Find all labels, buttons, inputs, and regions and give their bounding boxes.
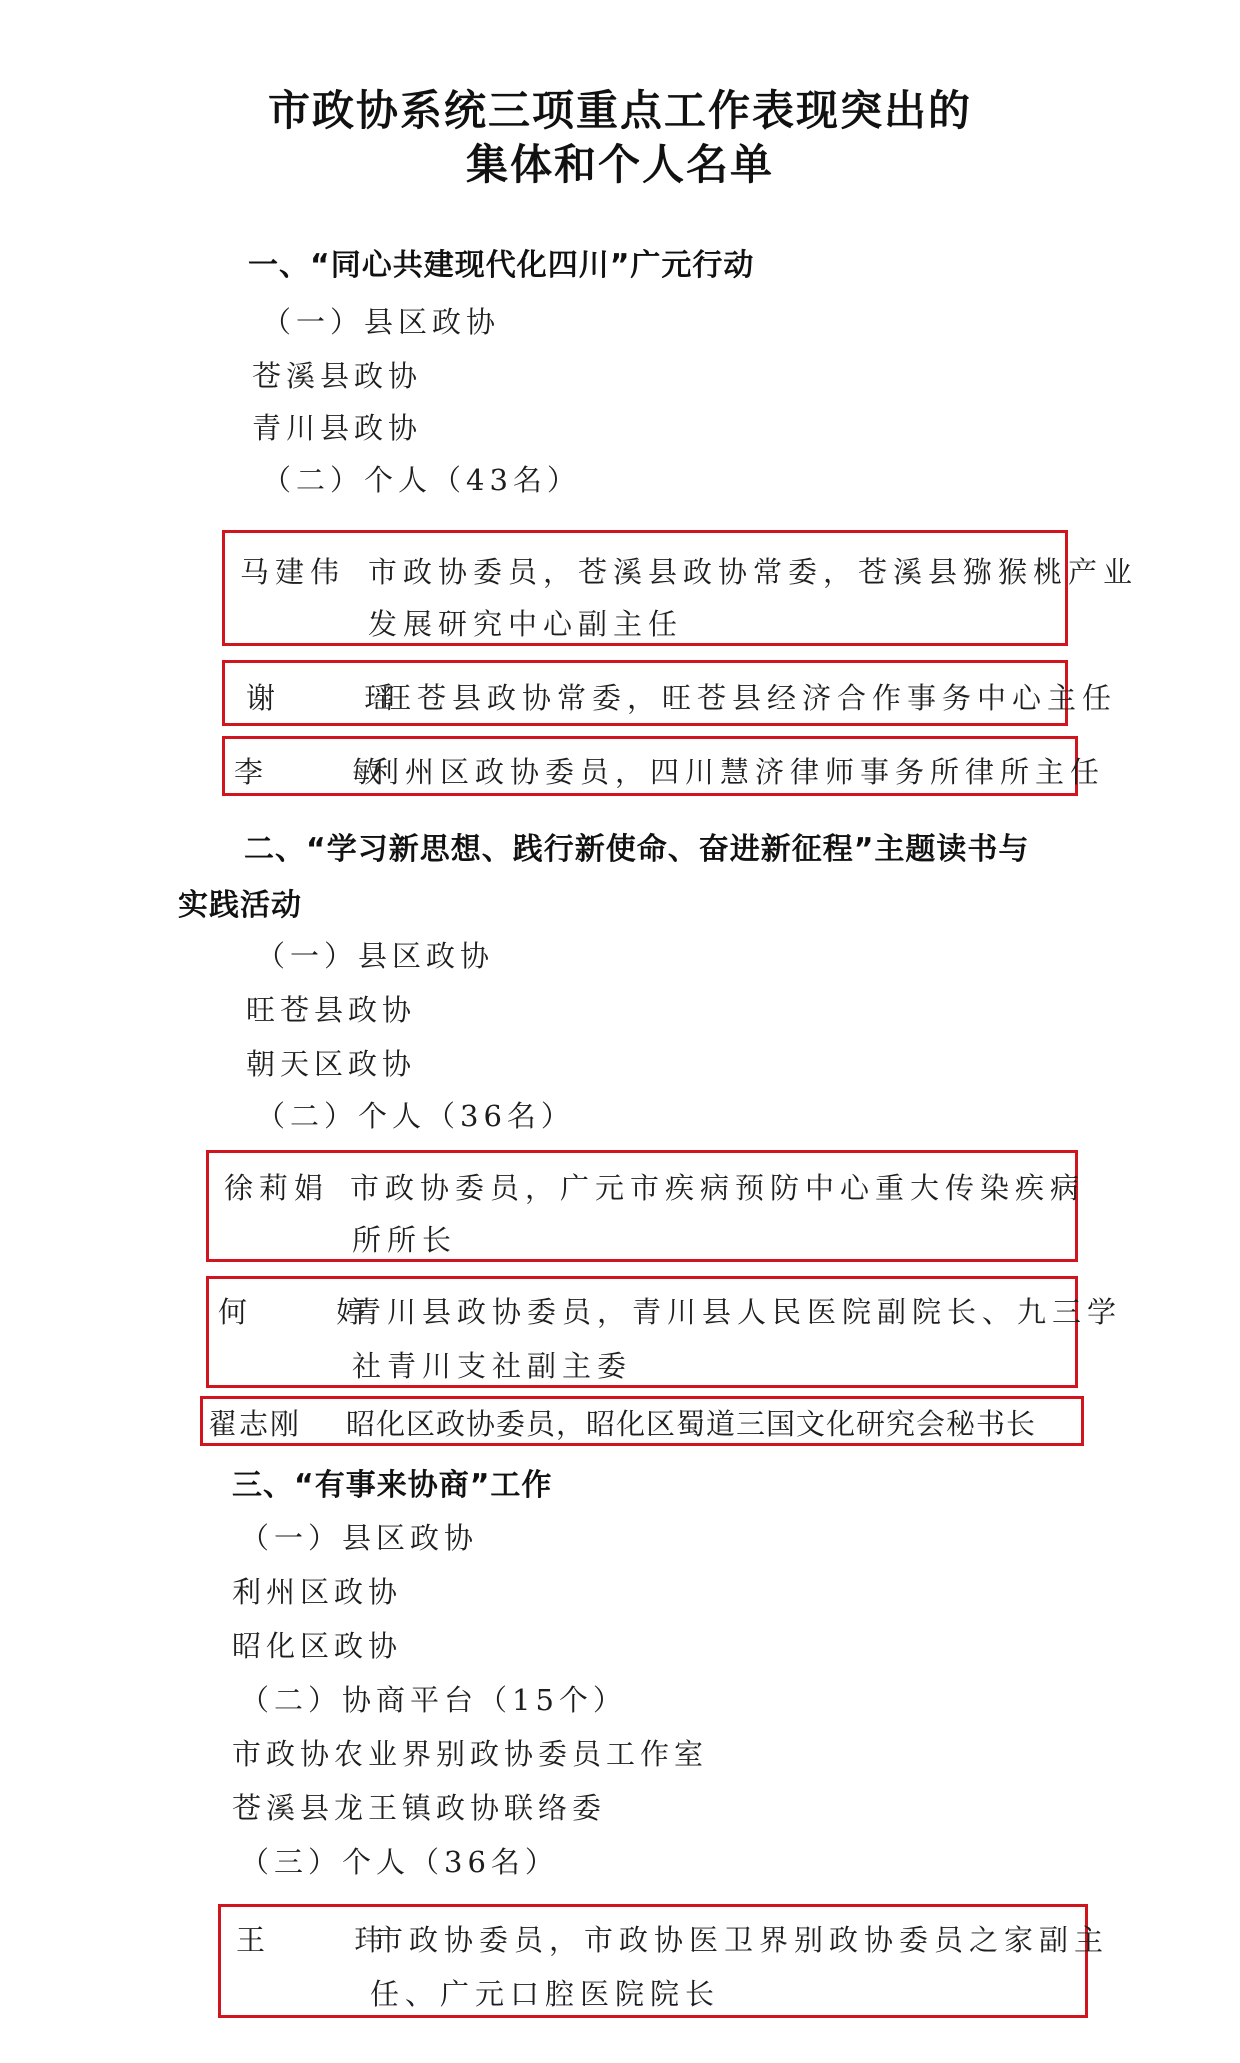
document-title-line1: 市政协系统三项重点工作表现突出的 (267, 86, 972, 135)
section3-subheading-individuals: （三）个人（36名） (240, 1845, 559, 1879)
section1-subheading-county: （一）县区政协 (262, 305, 501, 339)
section2-subheading-county: （一）县区政协 (256, 939, 495, 973)
person-name: 何 婷 (218, 1295, 406, 1329)
person-name: 马建伟 (240, 555, 346, 589)
section2-org-item: 朝天区政协 (246, 1047, 417, 1081)
person-name: 翟志刚 (208, 1407, 302, 1441)
person-description: 利州区政协委员，四川慧济律师事务所律所主任 (370, 755, 1106, 789)
section2-heading-cont: 实践活动 (178, 888, 302, 923)
section1-subheading-individuals: （二）个人（43名） (262, 463, 581, 497)
section1-heading: 一、“同心共建现代化四川”广元行动 (248, 248, 755, 283)
section1-org-item: 苍溪县政协 (252, 359, 423, 393)
person-description-cont: 社青川支社副主委 (352, 1349, 633, 1383)
person-description: 旺苍县政协常委，旺苍县经济合作事务中心主任 (382, 681, 1118, 715)
person-description: 市政协委员，苍溪县政协常委，苍溪县猕猴桃产业 (368, 555, 1139, 589)
section3-org-item: 利州区政协 (232, 1575, 403, 1609)
person-description-cont: 任、广元口腔医院院长 (370, 1977, 721, 2011)
section2-subheading-individuals: （二）个人（36名） (256, 1099, 575, 1133)
section3-heading: 三、“有事来协商”工作 (232, 1468, 553, 1503)
person-name: 李 敏 (234, 755, 422, 789)
document-title-line2: 集体和个人名单 (465, 140, 774, 189)
person-name: 谢 瑶 (246, 681, 434, 715)
section3-platform-item: 市政协农业界别政协委员工作室 (232, 1737, 709, 1771)
section2-org-item: 旺苍县政协 (246, 993, 417, 1027)
section1-org-item: 青川县政协 (252, 411, 423, 445)
section3-platform-item: 苍溪县龙王镇政协联络委 (232, 1791, 607, 1825)
section3-subheading-platforms: （二）协商平台（15个） (240, 1683, 627, 1717)
person-description: 市政协委员，广元市疾病预防中心重大传染疾病 (350, 1171, 1086, 1205)
person-description-cont: 所所长 (352, 1223, 458, 1257)
person-description: 青川县政协委员，青川县人民医院副院长、九三学 (352, 1295, 1123, 1329)
person-description: 市政协委员，市政协医卫界别政协委员之家副主 (374, 1923, 1110, 1957)
section2-heading: 二、“学习新思想、践行新使命、奋进新征程”主题读书与 (244, 832, 1030, 867)
person-description: 昭化区政协委员，昭化区蜀道三国文化研究会秘书长 (346, 1407, 1037, 1441)
section3-subheading-county: （一）县区政协 (240, 1521, 479, 1555)
person-name: 徐莉娟 (224, 1171, 330, 1205)
person-name: 王 玮 (236, 1923, 424, 1957)
section3-org-item: 昭化区政协 (232, 1629, 403, 1663)
person-description-cont: 发展研究中心副主任 (368, 607, 684, 641)
